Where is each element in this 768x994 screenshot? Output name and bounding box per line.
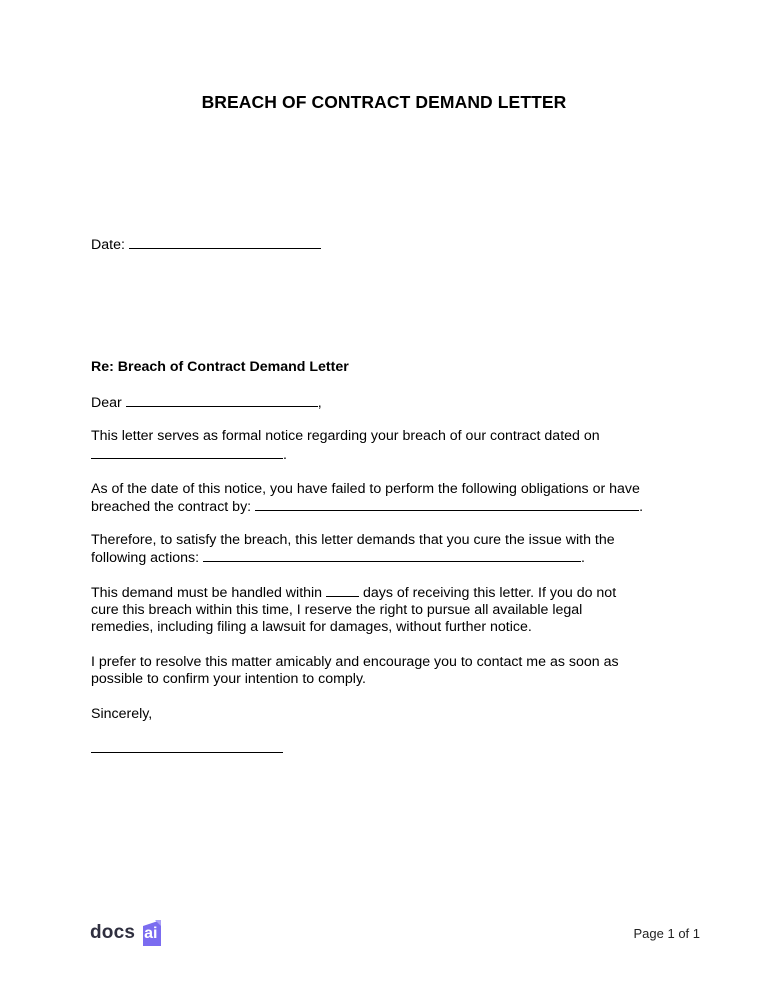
logo-badge-text: ai (144, 925, 158, 942)
obligations-blank[interactable] (255, 497, 639, 511)
paragraph-4-line-1: This demand must be handled within days of receiving this letter. If you do not (91, 585, 617, 601)
paragraph-3-line-1: Therefore, to satisfy the breach, this letter demands that you cure the issue with the (91, 532, 615, 548)
docsai-logo (90, 918, 167, 948)
paragraph-1-line-1: This letter serves as formal notice regarding your breach of our contract dated on (91, 428, 600, 444)
paragraph-5-line-2: possible to confirm your intention to comply. (91, 671, 366, 687)
logo-text: docs (90, 922, 136, 943)
recipient-blank[interactable] (126, 393, 318, 407)
date-line (91, 235, 321, 254)
date-blank[interactable] (129, 235, 321, 249)
page-number: Page 1 of 1 (633, 926, 700, 941)
logo-badge (137, 918, 167, 948)
paragraph-2-line-2: breached the contract by: . (91, 499, 644, 515)
paragraph-1-line-2: . (91, 445, 287, 464)
salutation-line: Dear , (91, 395, 322, 411)
re-line: Re: Breach of Contract Demand Letter (91, 359, 349, 375)
salutation-label: Dear (91, 395, 122, 411)
closing: Sincerely, (91, 706, 153, 722)
paragraph-3-line-2: following actions: . (91, 550, 585, 566)
paragraph-2-line-1: As of the date of this notice, you have failed to perform the following obligations or have (91, 481, 640, 497)
paragraph-4-line-3: remedies, including filing a lawsuit for damages, without further notice. (91, 619, 532, 635)
signature-line[interactable] (91, 752, 283, 753)
paragraph-4-line-2: cure this breach within this time, I reserve the right to pursue all available legal (91, 602, 583, 618)
paragraph-5-line-1: I prefer to resolve this matter amicably and encourage you to contact me as soon as (91, 654, 619, 670)
document-title: BREACH OF CONTRACT DEMAND LETTER (201, 92, 567, 112)
actions-blank[interactable] (203, 548, 581, 562)
date-label: Date: (91, 237, 125, 253)
contract-date-blank[interactable] (91, 445, 283, 459)
days-blank[interactable] (326, 583, 359, 597)
